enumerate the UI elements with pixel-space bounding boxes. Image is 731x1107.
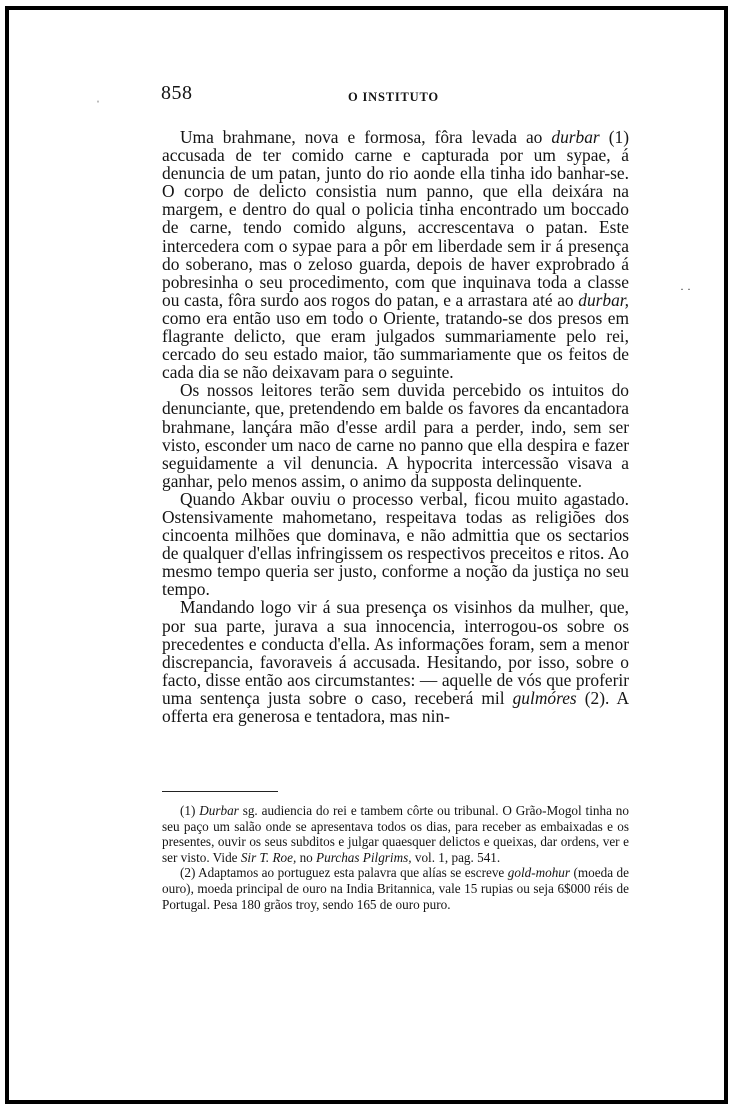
page-number: 858 <box>161 82 193 104</box>
footnote: (2) Adaptamos ao portuguez esta palavra que alías se escreve gold-mohur (moeda de ouro), moeda principal de ouro na India Britannica, vale 15 rupias ou seja 6$000 réis de Portugal. Pesa 180 grãos troy, sendo 165 de ouro puro. <box>162 865 629 912</box>
footnote: (1) Durbar sg. audiencia do rei e tambem côrte ou tribunal. O Grão-Mogol tinha no seu paço um salão onde se apresentava todos os dias, para receber as embaixadas e os presentes, ouvir os seus subditos e julgar quaesquer delictos e queixas, dar ordens, ver e ser visto. Vide Sir T. Roe, no Purchas Pilgrims, vol. 1, pag. 541. <box>162 803 629 865</box>
scan-speck: · · <box>680 282 691 296</box>
running-head: O INSTITUTO <box>348 90 439 104</box>
paragraph: Os nossos leitores terão sem duvida percebido os intuitos do denunciante, que, pretendendo em balde os favores da encantadora brahmane, lançára mão d'esse ardil para a perder, indo, sem ser visto, esconder um naco de carne no panno que ella despira e fazer seguidamente a vil denuncia. A hypocrita intercessão visava a ganhar, pelo menos assim, o animo da supposta delinquente. <box>162 380 629 491</box>
footnotes <box>162 803 629 912</box>
scan-speck: ˈ <box>96 98 100 112</box>
footnote-rule <box>162 791 278 792</box>
paragraph: Uma brahmane, nova e formosa, fôra levada ao durbar (1) accusada de ter comido carne e capturada por um sypae, á denuncia de um patan, junto do rio aonde ella tinha ido banhar-se. O corpo de delicto consistia num panno, que ella deixára na margem, e dentro do qual o policia tinha encontrado um boccado de carne, tendo comido alguns, accrescentava o patan. Este intercedera com o sypae para a pôr em liberdade sem ir á presença do soberano, mas o zeloso guarda, depois de haver exprobrado á pobresinha o seu procedimento, com que inquinava toda a classe ou casta, fôra surdo aos rogos do patan, e a arrastara até ao durbar, como era então uso em todo o Oriente, tratando-se dos presos em flagrante delicto, que eram julgados summariamente pelo rei, cercado do seu estado maior, tão summariamente que os feitos de cada dia se não deixavam para o seguinte. <box>162 127 629 383</box>
paragraph: Quando Akbar ouviu o processo verbal, ficou muito agastado. Ostensivamente mahometano, respeitava todas as religiões dos cincoenta milhões que dominava, e não admittia que os sectarios de qualquer d'ellas infringissem os respectivos preceitos e ritos. Ao mesmo tempo queria ser justo, conforme a noção da justiça no seu tempo. <box>162 488 629 600</box>
body-text <box>162 128 629 725</box>
paragraph: Mandando logo vir á sua presença os visinhos da mulher, que, por sua parte, jurava a sua innocencia, interrogou-os sobre os precedentes e conducta d'ella. As informações foram, sem a menor discrepancia, favoraveis á accusada. Hesitando, por isso, sobre o facto, disse então aos circumstantes: — aquelle de vós que proferir uma sentença justa sobre o caso, receberá mil gulmóres (2). A offerta era generosa e tentadora, mas nin- <box>162 597 629 726</box>
